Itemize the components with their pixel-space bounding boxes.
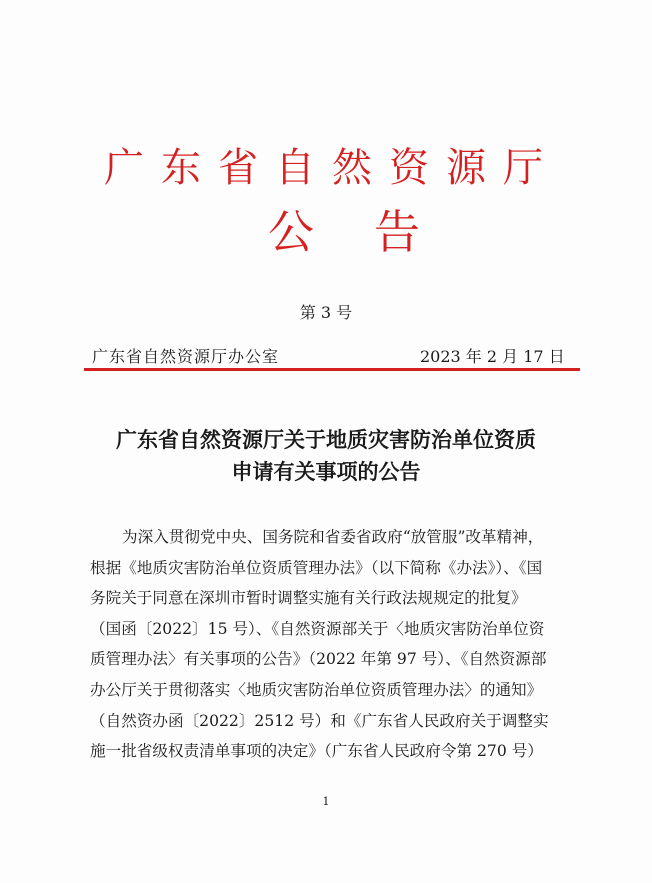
red-separator-line — [84, 368, 580, 371]
subject-title-line-2: 申请有关事项的公告 — [231, 460, 421, 484]
document-type-header: 公告 — [268, 205, 480, 259]
body-paragraph — [90, 522, 582, 767]
page-number: 1 — [322, 795, 330, 808]
body-line: 办公厅关于贯彻落实〈地质灾害防治单位资质管理办法〉的通知》 — [90, 680, 543, 699]
body-line: 务院关于同意在深圳市暂时调整实施有关行政法规规定的批复》 — [90, 589, 527, 608]
body-line: （自然资办函〔2022〕2512 号）和《广东省人民政府关于调整实 — [90, 711, 549, 730]
body-line: 质管理办法〉有关事项的公告》（2022 年第 97 号）、《自然资源部 — [90, 650, 547, 669]
agency-header: 广东省自然资源厅 — [104, 145, 560, 191]
issuing-office: 广东省自然资源厅办公室 — [92, 347, 280, 366]
document-number: 第 3 号 — [299, 303, 353, 322]
body-line: （国函〔2022〕15 号）、《自然资源部关于〈地质灾害防治单位资 — [90, 619, 545, 638]
body-line: 为深入贯彻党中央、国务院和省委省政府“放管服”改革精神， — [122, 528, 544, 546]
body-line: 根据《地质灾害防治单位资质管理办法》（以下简称《办法》）、《国 — [90, 558, 543, 577]
body-line: 施一批省级权责清单事项的决定》（广东省人民政府令第 270 号） — [90, 742, 543, 761]
subject-title-line-1: 广东省自然资源厅关于地质灾害防治单位资质 — [116, 428, 536, 452]
issue-date: 2023 年 2 月 17 日 — [420, 347, 565, 366]
